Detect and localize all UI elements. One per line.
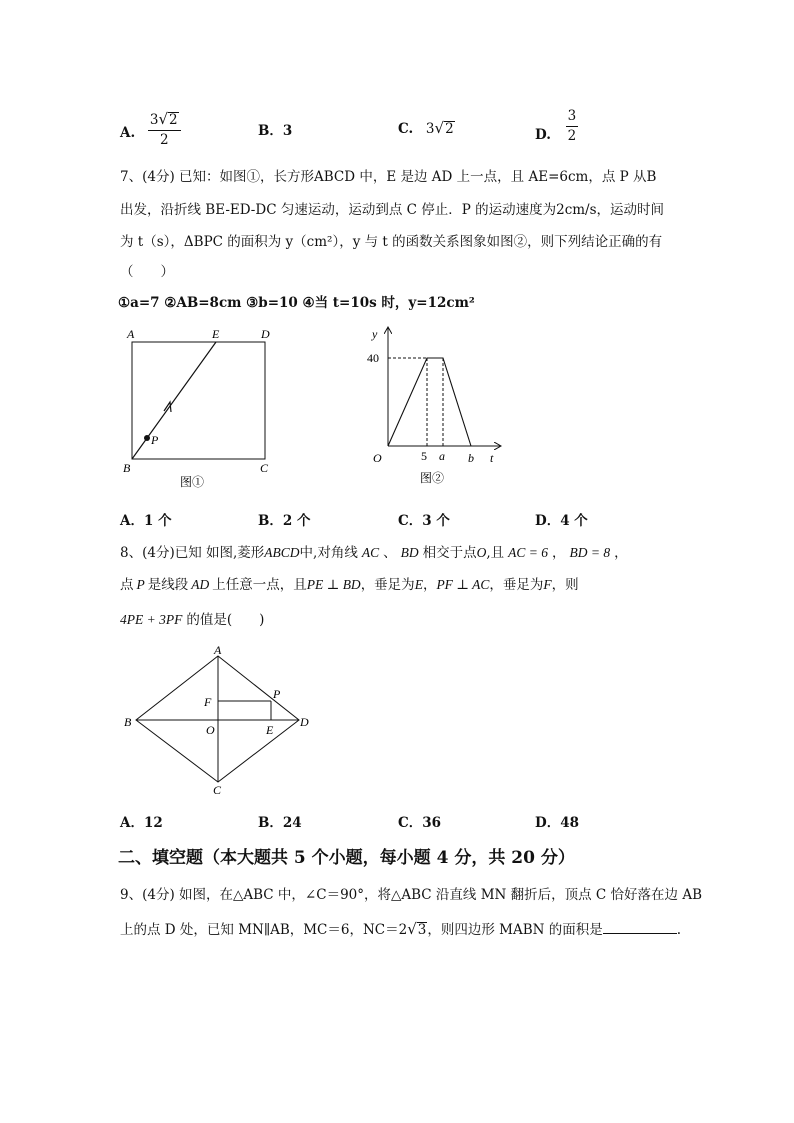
label-d: D (261, 327, 270, 341)
q8-option-d[interactable]: D．48 (535, 815, 579, 831)
t-axis-label: t (490, 451, 494, 465)
q7-figure-1 (110, 318, 290, 498)
q7-option-a[interactable]: A．1 个 (120, 513, 172, 529)
q8-l2-f: F (543, 577, 552, 592)
label-b: B (123, 461, 131, 475)
q7-line-1: 7、(4分) 已知：如图①，长方形ABCD 中，E 是边 AD 上一点，且 AE=6cm，点 P 从B (120, 169, 657, 185)
point-p (144, 435, 150, 441)
label-e: E (212, 327, 220, 341)
label-d: D (300, 715, 309, 729)
q6-a-num-coef: 3 (149, 112, 159, 128)
q9-l2-pre: 上的点 D 处，已知 MN∥AB，MC＝6，NC＝2 (120, 922, 408, 938)
q9-line-2: 上的点 D 处，已知 MN∥AB，MC＝6，NC＝2√3，则四边形 MABN 的面积是 . (120, 920, 682, 938)
q8-l2-qie: 上任意一点，且 (212, 577, 307, 593)
q8-l1-mid: 中,对角线 (299, 545, 358, 561)
q8-l3-end: 的值是( ) (186, 612, 265, 628)
q8-l1-bd: BD (400, 545, 419, 560)
q7-line-3: 为 t（s），ΔBPC 的面积为 y（cm²），y 与 t 的函数关系图象如图②，则下列结论正确的有 (120, 234, 663, 250)
q8-l1-qie: ,且 (486, 545, 505, 561)
q7-option-d[interactable]: D．4 个 (535, 513, 588, 529)
q8-line-2 (120, 573, 579, 593)
q8-l1-bd8: BD = 8 (569, 545, 611, 560)
q8-l1-ac: AC (361, 545, 380, 560)
label-o: O (206, 723, 215, 737)
q6-a-den: 2 (159, 131, 169, 148)
q6-option-c-label: C. (398, 121, 414, 137)
q6-option-b[interactable]: B．3 (258, 123, 293, 139)
q8-l1-pre: 8、(4分)已知 如图,菱形 (120, 545, 265, 561)
q8-l3-expr: 4PE + 3PF (120, 612, 183, 627)
q8-l1-end: ， (614, 545, 628, 561)
q8-l1-ac6: AC = 6 (508, 545, 549, 560)
q7-line-4: （ ） (120, 264, 174, 280)
q7-line-2: 出发，沿折线 BE-ED-DC 匀速运动，运动到点 C 停止．P 的运动速度为2cm/s，运动时间 (120, 202, 665, 218)
q8-l2-pre: 点 (120, 577, 134, 593)
q8-line-3 (120, 608, 264, 628)
q9-line-1: 9、(4分) 如图，在△ABC 中，∠C＝90°，将△ABC 沿直线 MN 翻折后，顶点 C 恰好落在边 AB (120, 887, 703, 903)
q8-l2-end: ，则 (551, 577, 579, 593)
q9-answer-blank[interactable] (603, 921, 677, 934)
label-a: A (127, 327, 135, 341)
origin-label: O (373, 451, 382, 465)
graph-series-line (388, 358, 471, 446)
q8-l2-ad: AD (191, 577, 210, 592)
q7-figure-2 (360, 320, 510, 492)
q6-option-a-fraction: $\frac{3√2}{2}$ (148, 112, 181, 147)
q8-l2-e: E (414, 577, 423, 592)
q8-l1-cross: 相交于点 (422, 545, 477, 561)
q8-l2-sep: ， (422, 577, 437, 593)
t-tick-a: a (439, 449, 445, 463)
q8-option-c[interactable]: C．36 (398, 815, 442, 831)
q6-option-d-label: D. (535, 127, 551, 143)
q8-option-a[interactable]: A．12 (120, 815, 163, 831)
label-c: C (260, 461, 269, 475)
q6-d-den: 2 (567, 127, 577, 144)
q6-a-num-rad: 2 (169, 112, 178, 128)
label-e: E (266, 723, 274, 737)
q7-option-c[interactable]: C．3 个 (398, 513, 450, 529)
figure-1-caption: 图① (180, 475, 205, 489)
label-a: A (214, 643, 222, 657)
q8-l1-abcd: ABCD (264, 545, 300, 560)
figure-2-caption: 图② (420, 471, 445, 485)
q8-line-1 (120, 541, 628, 561)
q7-option-b[interactable]: B．2 个 (258, 513, 311, 529)
q8-l2-p: P (136, 577, 145, 592)
q8-l2-foot2: ，垂足为 (489, 577, 544, 593)
section-2-title: 二、填空题（本大题共 5 个小题，每小题 4 分，共 20 分） (118, 848, 575, 868)
segment-be (132, 342, 216, 459)
q6-d-num: 3 (566, 110, 579, 127)
q8-option-b[interactable]: B．24 (258, 815, 302, 831)
q9-l2-rad: 3 (417, 922, 427, 938)
q8-l2-pebd: PE ⊥ BD (306, 577, 361, 592)
label-b: B (124, 715, 132, 729)
label-f: F (204, 695, 212, 709)
q8-l1-o: O (476, 545, 487, 560)
y-tick-40: 40 (367, 351, 379, 365)
t-tick-b: b (468, 451, 474, 465)
label-p: P (273, 687, 281, 701)
q6-option-c-value: 3√2 (425, 119, 454, 137)
t-tick-5: 5 (421, 449, 427, 463)
q6-option-a[interactable] (120, 110, 181, 151)
label-p: P (151, 433, 159, 447)
q6-option-d[interactable] (535, 110, 578, 143)
q9-l2-end: . (676, 922, 682, 938)
q8-l1-and: 、 (383, 545, 397, 561)
q6-option-c[interactable] (398, 119, 455, 137)
q6-option-a-label: A. (120, 125, 136, 141)
q7-statements: ①a=7 ②AB=8cm ③b=10 ④当 t=10s 时，y=12cm² (118, 295, 475, 311)
q6-c-coef: 3 (425, 121, 435, 137)
q8-l1-comma: ， (552, 545, 566, 561)
label-c: C (213, 783, 222, 797)
q8-figure-rhombus (118, 642, 318, 802)
q9-l2-post: ，则四边形 MABN 的面积是 (427, 922, 603, 938)
q8-l2-pfac: PF ⊥ AC (436, 577, 490, 592)
q6-c-rad: 2 (445, 121, 454, 137)
q8-l2-mid: 是线段 (147, 577, 189, 593)
q6-option-d-fraction (566, 110, 579, 143)
y-axis-label: y (372, 327, 378, 341)
q8-l2-foot: ，垂足为 (360, 577, 415, 593)
